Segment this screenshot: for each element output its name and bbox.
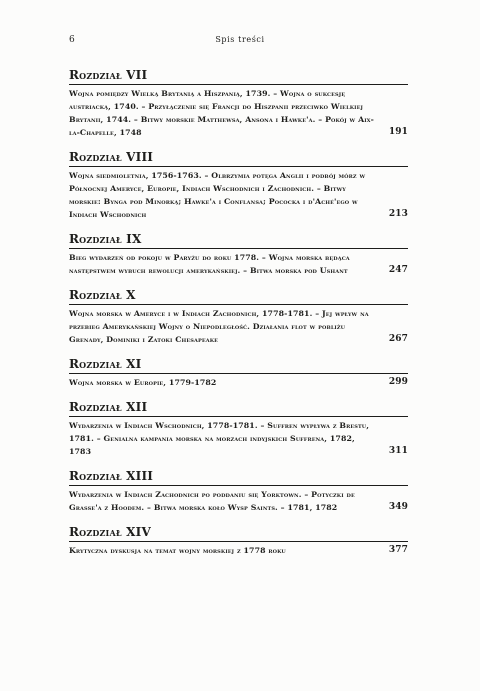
chapter-title: Rozdział IX <box>69 232 408 249</box>
chapter-entry <box>69 544 408 557</box>
chapter-page-number: 311 <box>388 446 408 456</box>
chapter-title: Rozdział VIII <box>69 150 408 167</box>
chapter-title: Rozdział XIV <box>69 525 408 542</box>
chapter-page-number: 349 <box>388 502 408 512</box>
table-of-contents <box>69 68 408 568</box>
running-header <box>0 34 480 48</box>
chapter-page-number: 267 <box>388 334 408 344</box>
chapter-entry <box>69 169 408 221</box>
chapter-entry <box>69 87 408 139</box>
page-number: 6 <box>69 35 75 45</box>
chapter-page-number: 247 <box>388 265 408 275</box>
chapter-description: Krytyczna dyskusja na temat wojny morskiej z 1778 roku <box>69 546 286 555</box>
chapter-entry <box>69 488 408 514</box>
chapter-description: Wojna morska w Europie, 1779-1782 <box>69 378 217 387</box>
running-title: Spis treści <box>215 35 265 44</box>
chapter-page-number: 377 <box>388 545 408 555</box>
chapter-description: Wydarzenia w Indiach Zachodnich po poddaniu się Yorktown. – Potyczki de Grasse'a z Hoodem. – Bitwa morska koło Wysp Saints. – 1781, 1782 <box>69 490 355 512</box>
toc-chapter-xi <box>69 357 408 389</box>
chapter-description: Wojna siedmioletnia, 1756-1763. – Olbrzymia potęga Anglii i podbój mórz w Północnej Ameryce, Europie, Indiach Wschodnich i Zachodnich. – Bitwy morskie: Bynga pod Minorką; Hawke'a i Conflansa; Pococka i d'Aché'ego w Indiach Wschodnich <box>69 171 366 219</box>
chapter-title: Rozdział XII <box>69 400 408 417</box>
chapter-title: Rozdział X <box>69 288 408 305</box>
chapter-title: Rozdział VII <box>69 68 408 85</box>
toc-chapter-xiv <box>69 525 408 557</box>
chapter-description: Wojna pomiędzy Wielką Brytanią a Hiszpanią, 1739. – Wojna o sukcesję austriacką, 1740. – Przyłączenie się Francji do Hiszpanii przeciwko Wielkiej Brytanii, 1744. – Bitwy morskie Matthewsa, Ansona i Hawke'a. – Pokój w Aix-la-Chapelle, 1748 <box>69 89 374 137</box>
chapter-page-number: 191 <box>388 127 408 137</box>
toc-chapter-x <box>69 288 408 346</box>
chapter-page-number: 299 <box>388 377 408 387</box>
chapter-description: Wydarzenia w Indiach Wschodnich, 1778-1781. – Suffren wypływa z Brestu, 1781. – Genialna kampania morska na morzach indyjskich Suffrena, 1782, 1783 <box>69 421 370 456</box>
toc-chapter-viii <box>69 150 408 221</box>
chapter-entry <box>69 251 408 277</box>
chapter-description: Wojna morska w Ameryce i w Indiach Zachodnich, 1778-1781. – Jej wpływ na przebieg Amerykańskiej Wojny o Niepodległość. Działania flot w pobliżu Grenady, Dominiki i Zatoki Chesapeake <box>69 309 369 344</box>
chapter-entry <box>69 419 408 458</box>
chapter-title: Rozdział XIII <box>69 469 408 486</box>
toc-chapter-xii <box>69 400 408 458</box>
chapter-entry <box>69 307 408 346</box>
chapter-description: Bieg wydarzeń od pokoju w Paryżu do roku 1778. – Wojna morska będąca następstwem wybuch rewolucji amerykańskiej. – Bitwa morska pod Ushant <box>69 253 350 275</box>
toc-chapter-xiii <box>69 469 408 514</box>
chapter-page-number: 213 <box>388 209 408 219</box>
chapter-title: Rozdział XI <box>69 357 408 374</box>
toc-chapter-vii <box>69 68 408 139</box>
toc-chapter-ix <box>69 232 408 277</box>
chapter-entry <box>69 376 408 389</box>
